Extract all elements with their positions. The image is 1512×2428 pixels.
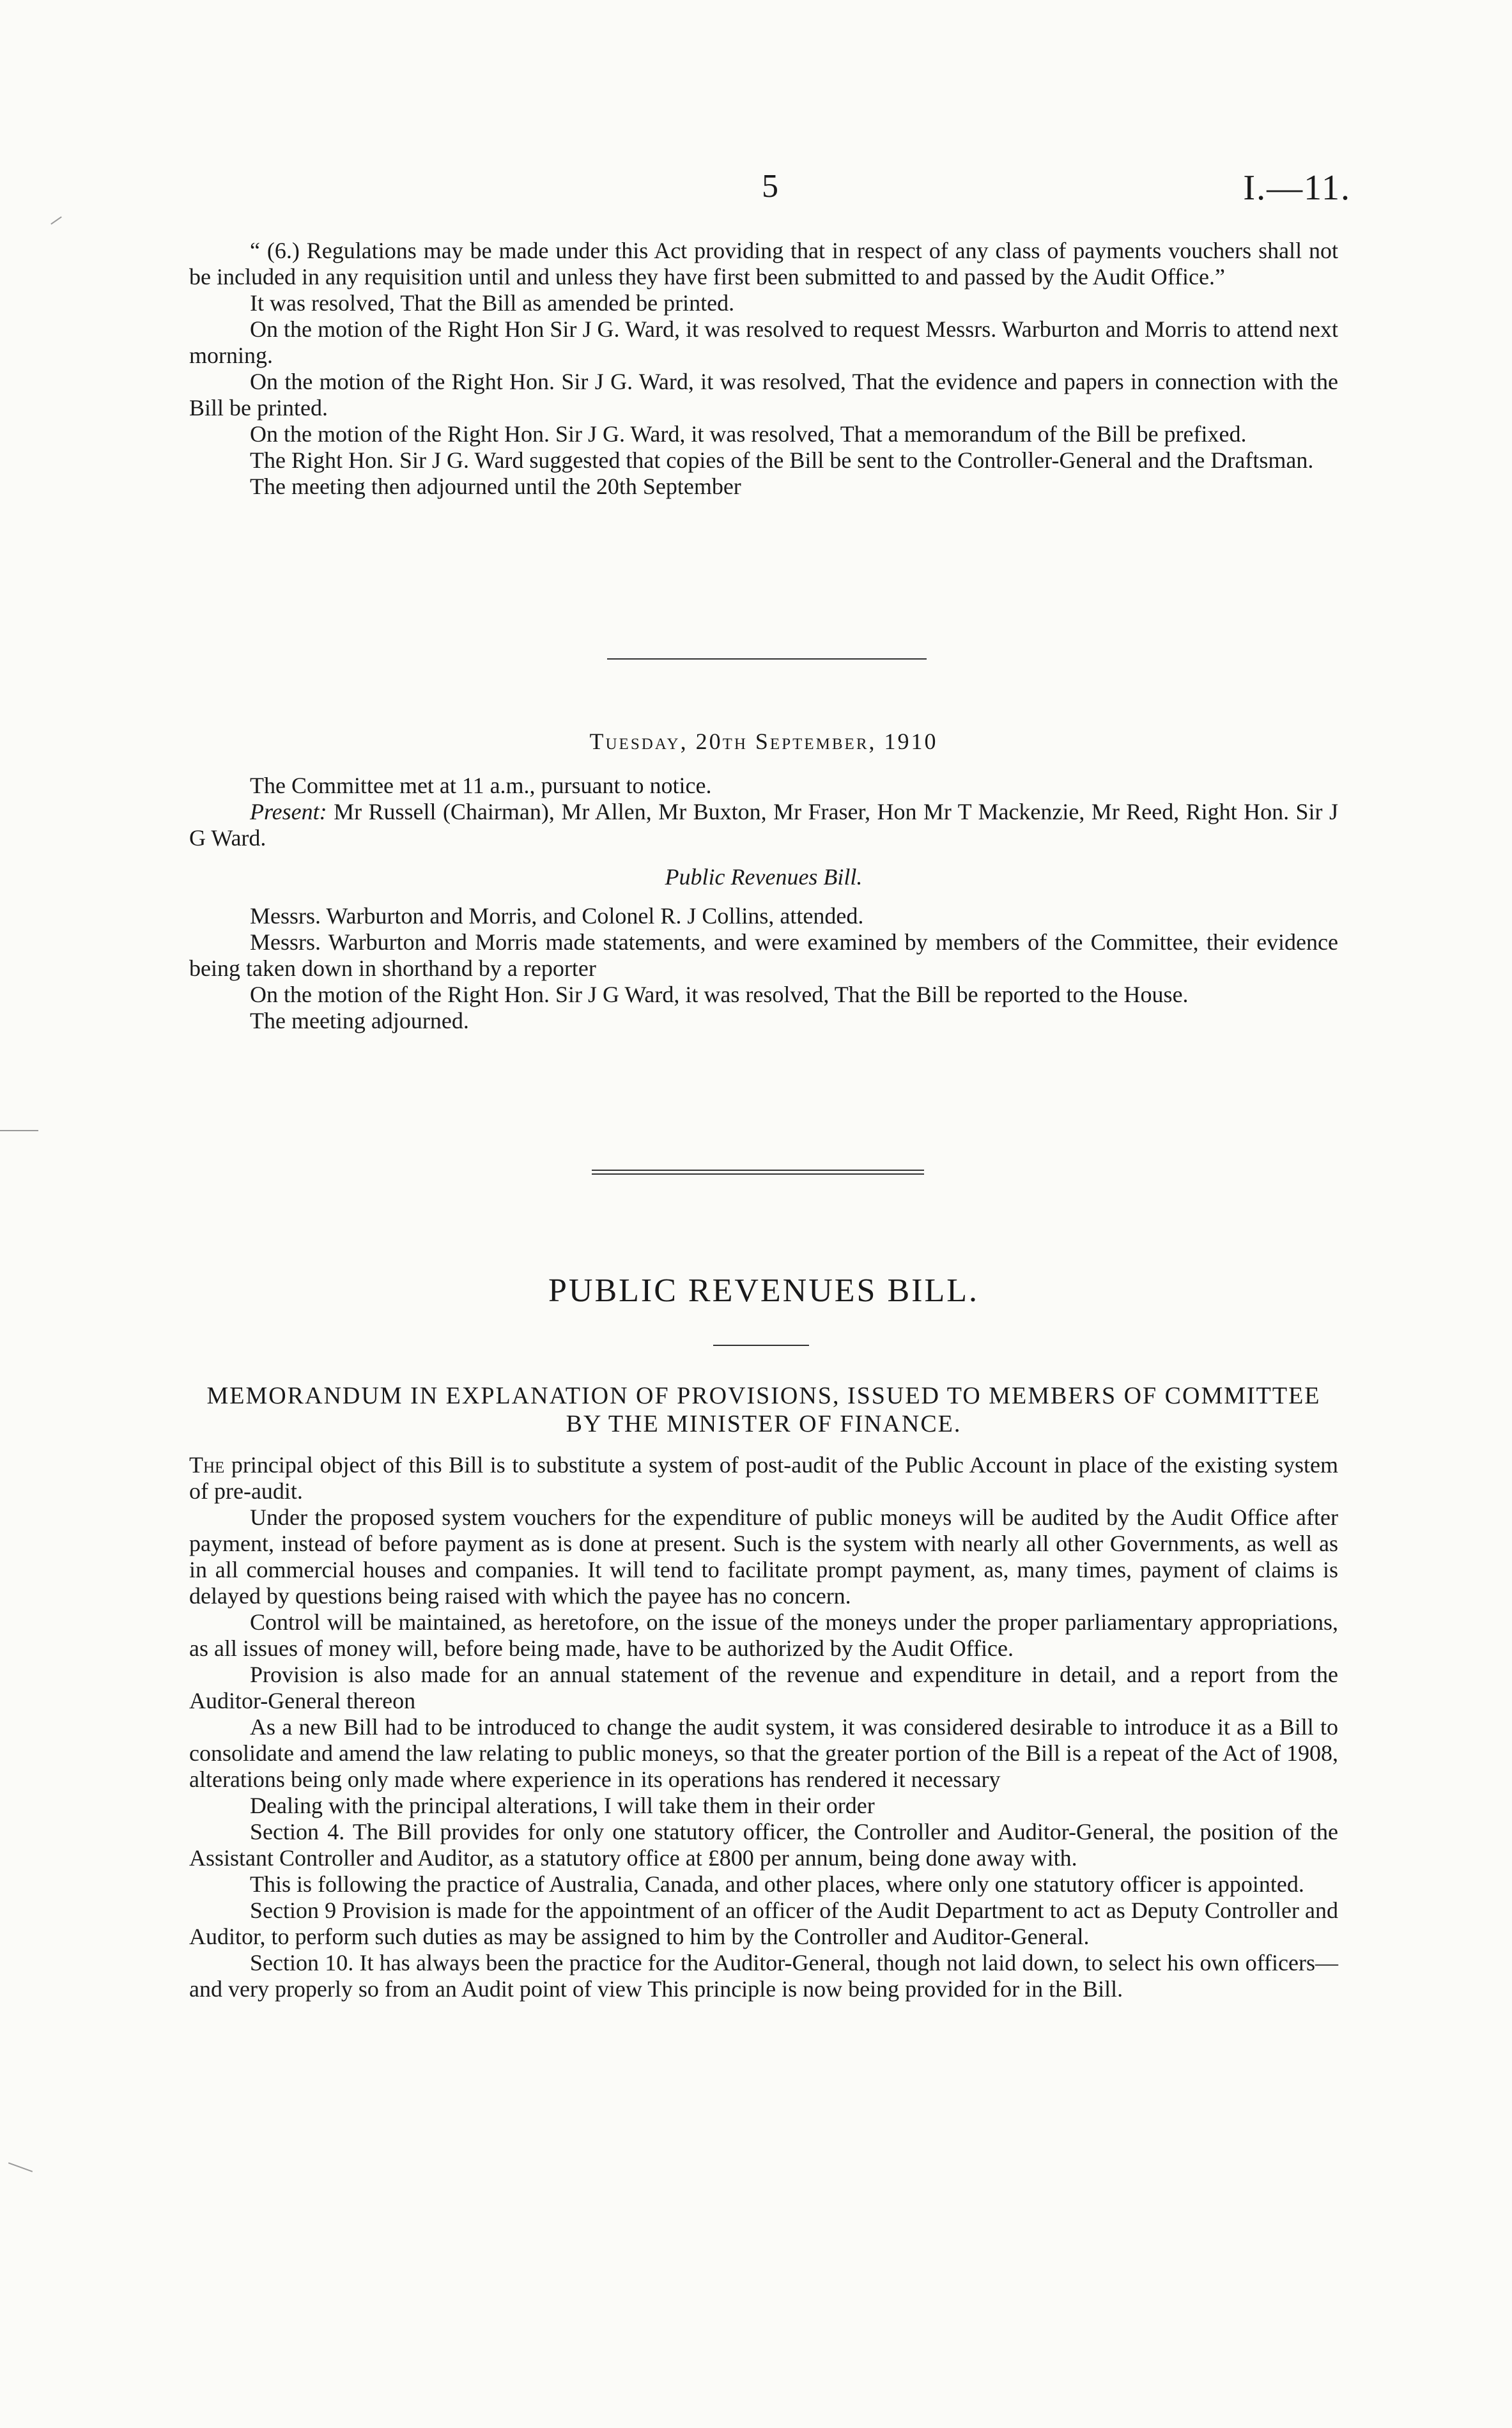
meeting-opened: The Committee met at 11 a.m., pursuant to notice. <box>250 773 712 798</box>
memorandum-paragraph: Section 4. The Bill provides for only one statutory officer, the Controller and Auditor-General, the position of the Assistant Controller and Auditor, as a statutory office at £800 per annum, being done away with. <box>189 1819 1338 1871</box>
committee-minutes-continued <box>189 238 1338 500</box>
meeting-paragraph: On the motion of the Right Hon. Sir J G Ward, it was resolved, That the Bill be reported to the House. <box>250 982 1189 1007</box>
meeting-paragraph: The meeting adjourned. <box>250 1008 469 1033</box>
minutes-paragraph: The Right Hon. Sir J G. Ward suggested that copies of the Bill be sent to the Controller-General and the Draftsman. <box>250 447 1314 473</box>
present-members <box>189 799 1338 851</box>
memorandum-body <box>189 1452 1338 2002</box>
minutes-paragraph: The meeting then adjourned until the 20th September <box>250 474 741 499</box>
double-divider <box>592 1170 924 1175</box>
meeting-record <box>189 729 1338 1034</box>
bill-title: PUBLIC REVENUES BILL. <box>548 1272 979 1309</box>
minutes-paragraph: “ (6.) Regulations may be made under this Act providing that in respect of any class of payments vouchers shall not be included in any requisition until and unless they have first been submitted to and passed by the Audit Office.” <box>189 238 1338 290</box>
memorandum-paragraph: Provision is also made for an annual statement of the revenue and expenditure in detail, and a report from the Auditor-General thereon <box>189 1662 1338 1713</box>
minutes-paragraph: On the motion of the Right Hon Sir J G. Ward, it was resolved to request Messrs. Warburton and Morris to attend next morning. <box>189 316 1338 368</box>
margin-mark <box>50 216 62 224</box>
minutes-paragraph: On the motion of the Right Hon. Sir J G. Ward, it was resolved, That the evidence and papers in connection with the Bill be printed. <box>189 369 1338 421</box>
memorandum-paragraph: Under the proposed system vouchers for the expenditure of public moneys will be audited by the Audit Office after payment, instead of before payment as is done at present. Such is the system with nearly all other Governments, as well as in all commercial houses and companies. It will tend to facilitate prompt payment, as, many times, payment of claims is delayed by questions being raised with which the payee has no concern. <box>189 1504 1338 1609</box>
memorandum-paragraph: Dealing with the principal alterations, I will take them in their order <box>250 1793 875 1818</box>
meeting-paragraph: Messrs. Warburton and Morris, and Colonel R. J Collins, attended. <box>250 903 864 929</box>
minutes-paragraph: On the motion of the Right Hon. Sir J G. Ward, it was resolved, That a memorandum of the Bill be prefixed. <box>250 421 1247 447</box>
memorandum-paragraph: As a new Bill had to be introduced to change the audit system, it was considered desirable to introduce it as a Bill to consolidate and amend the law relating to public moneys, so that the greater portion of the Bill is a repeat of the Act of 1908, alterations being only made where experience in its operations has rendered it necessary <box>189 1714 1338 1792</box>
meeting-date-heading: Tuesday, 20th September, 1910 <box>589 729 938 754</box>
bill-subheading: Public Revenues Bill. <box>665 864 863 890</box>
minutes-paragraph: It was resolved, That the Bill as amended be printed. <box>250 290 735 316</box>
memorandum-paragraph: This is following the practice of Australia, Canada, and other places, where only one statutory officer is appointed. <box>250 1871 1304 1897</box>
memorandum-paragraph: Control will be maintained, as heretofore, on the issue of the moneys under the proper parliamentary appropriations, as all issues of money will, before being made, have to be authorized by the Audit Office. <box>189 1609 1338 1661</box>
section-divider <box>607 658 927 660</box>
title-divider <box>713 1345 809 1346</box>
page-reference: I.—11. <box>1243 168 1351 208</box>
page-number: 5 <box>762 168 778 205</box>
memorandum-paragraph: Section 9 Provision is made for the appointment of an officer of the Audit Department to act as Deputy Controller and Auditor, to perform such duties as may be assigned to him by the Controller and Auditor-General. <box>189 1898 1338 1949</box>
opening-text: principal object of this Bill is to substitute a system of post-audit of the Public Account in place of the existing system of pre-audit. <box>189 1452 1338 1504</box>
margin-mark <box>8 2162 33 2172</box>
margin-mark <box>0 1130 38 1131</box>
present-list: Mr Russell (Chairman), Mr Allen, Mr Buxton, Mr Fraser, Hon Mr T Mackenzie, Mr Reed, Right Hon. Sir J G Ward. <box>189 799 1338 851</box>
memorandum-paragraph: Section 10. It has always been the practice for the Auditor-General, though not laid down, to select his own officers—and very properly so from an Audit point of view This principle is now being provided for in the Bill. <box>189 1950 1338 2002</box>
opening-word: The <box>189 1452 225 1478</box>
memorandum-title: MEMORANDUM IN EXPLANATION OF PROVISIONS, ISSUED TO MEMBERS OF COMMITTEE BY THE MINISTER OF FINANCE. <box>206 1382 1321 1437</box>
meeting-paragraph: Messrs. Warburton and Morris made statements, and were examined by members of the Committee, their evidence being taken down in shorthand by a reporter <box>189 929 1338 981</box>
present-label: Present: <box>250 799 327 824</box>
memorandum-opening <box>189 1452 1338 1504</box>
